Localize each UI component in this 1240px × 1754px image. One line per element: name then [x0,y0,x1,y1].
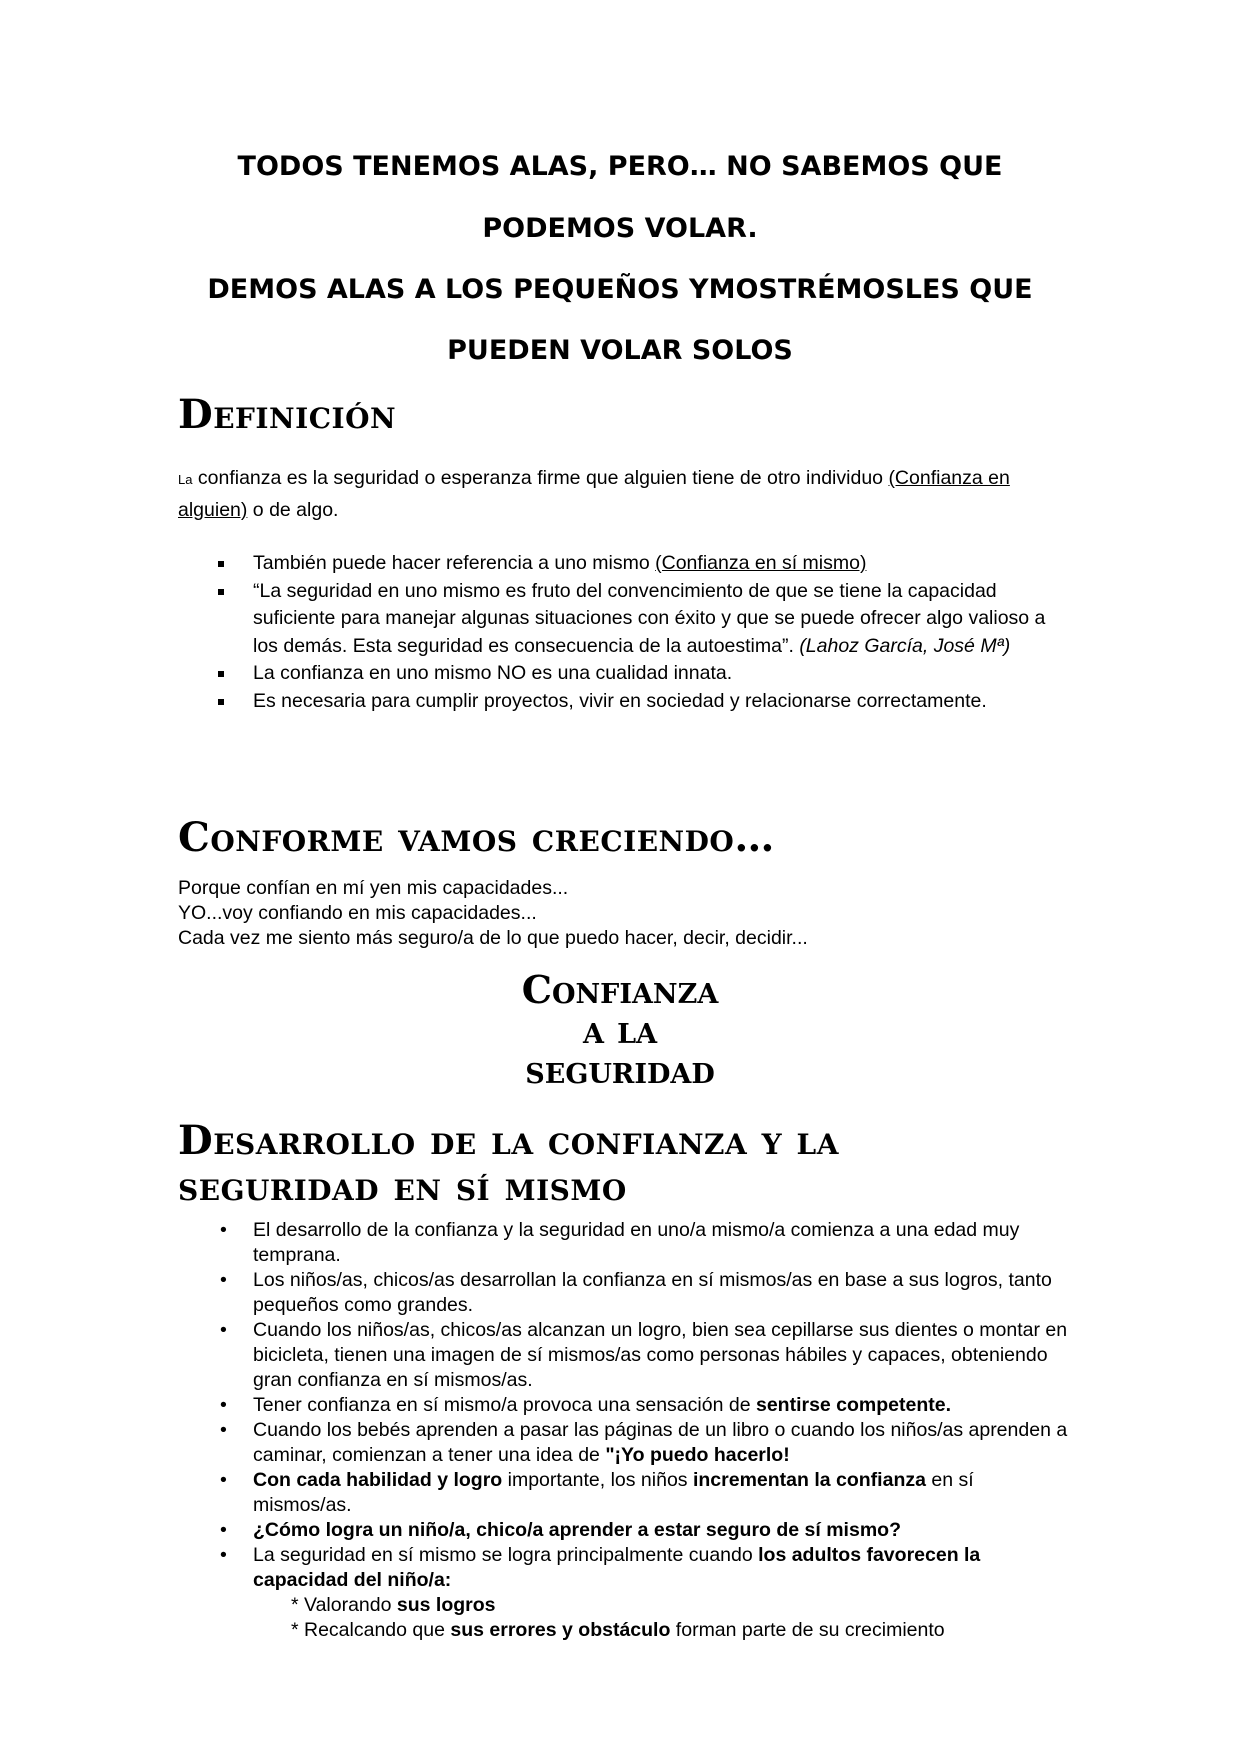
bullet-text: Cuando los bebés aprenden a pasar las páginas de un libro o cuando los niños/as aprenden a caminar, comienzan a tener una idea de [253,1419,1068,1466]
bullet-text: Los niños/as, chicos/as desarrollan la confianza en sí mismos/as en base a sus logros, tanto pequeños como grandes. [253,1269,1052,1316]
bullet-text: Cuando los niños/as, chicos/as alcanzan un logro, bien sea cepillarse sus dientes o montar en bicicleta, tienen una imagen de sí mismos/as como personas hábiles y capaces, obteniendo gran confianza en sí mismos/as. [253,1319,1068,1391]
list-item [215,688,1075,716]
creciendo-line-1: Porque confían en mí yen mis capacidades... [178,877,569,899]
intro-text: confianza es la seguridad o esperanza firme que alguien tiene de otro individuo [192,467,889,489]
creciendo-paragraph [178,876,1078,951]
definition-bullet-list [215,550,1075,715]
confianza-en-alguien-link: (Confianza en alguien) [178,467,1010,521]
bullet-bold-text: sus logros [396,1594,496,1616]
intro-small-text: La [178,472,193,487]
creciendo-line-2: YO...voy confiando en mis capacidades... [178,902,537,924]
definition-paragraph [178,463,1058,526]
citation: (Lahoz García, José Mª) [799,634,1011,657]
list-item [215,1393,1075,1418]
a-la-word: a la [582,1007,658,1052]
creciendo-line-3: Cada vez me siento más seguro/a de lo que puedo hacer, decir, decidir... [178,927,808,949]
bullet-text: También puede hacer referencia a uno mismo [253,552,656,574]
bullet-text: importante, los niños [502,1469,693,1491]
desarrollo-bullet-list [215,1218,1075,1643]
bullet-bold-text: ¿Cómo logra un niño/a, chico/a aprender a estar seguro de sí mismo? [253,1519,901,1541]
list-item [215,1268,1075,1318]
bullet-text: “La seguridad en uno mismo es fruto del convencimiento de que se tiene la capacidad suficiente para manejar algunas situaciones con éxito y que se puede ofrecer algo valioso a los demás. Esta seguridad es consecuencia de la autoestima”. [253,579,1046,657]
desarrollo-heading-line-1: Desarrollo de la confianza y la [178,1117,839,1164]
confianza-block [0,967,1240,1092]
list-item [215,1543,1075,1593]
main-title-line-1: TODOS TENEMOS ALAS, PERO… NO SABEMOS QUE [237,151,1003,182]
bullet-text: forman parte de su crecimiento [670,1619,945,1641]
desarrollo-heading-line-2: seguridad en sí mismo [178,1163,627,1210]
bullet-text: La confianza en uno mismo NO es una cualidad innata. [253,662,733,684]
list-item [215,578,1075,661]
list-item [215,1518,1075,1543]
bullet-text: * Recalcando que [291,1619,451,1641]
list-item [215,1218,1075,1268]
list-item [215,550,1075,578]
bullet-bold-text: sentirse competente. [755,1394,952,1416]
sub-list-item [215,1618,1075,1643]
bullet-bold-text: los adultos favorecen la capacidad del niño/a: [253,1544,981,1591]
confianza-en-si-mismo-link: (Confianza en sí mismo) [655,552,867,574]
bullet-text: El desarrollo de la confianza y la seguridad en uno/a mismo/a comienza a una edad muy temprana. [253,1219,1020,1266]
bullet-text: Es necesaria para cumplir proyectos, vivir en sociedad y relacionarse correctamente. [253,689,987,712]
section-heading-desarrollo [178,1118,839,1210]
bullet-bold-text: Con cada habilidad y logro [253,1469,503,1491]
bullet-bold-text: "¡Yo puedo hacerlo! [605,1444,790,1466]
bullet-text: La seguridad en sí mismo se logra principalmente cuando [253,1544,759,1566]
bullet-text: * Valorando [291,1594,397,1616]
intro-text-end: o de algo. [247,499,339,521]
list-item [215,1418,1075,1468]
sub-list-item [215,1593,1075,1618]
section-heading-creciendo: Conforme vamos creciendo… [178,814,775,861]
main-title-line-2: PODEMOS VOLAR. [482,213,758,244]
bullet-text: Tener confianza en sí mismo/a provoca una sensación de [253,1394,756,1416]
bullet-text: en sí mismos/as. [253,1469,974,1516]
main-title-line-3: DEMOS ALAS A LOS PEQUEÑOS YMOSTRÉMOSLES QUE [207,274,1033,305]
section-heading-definicion: Definición [178,391,397,438]
list-item [215,1318,1075,1393]
list-item [215,660,1075,688]
bullet-bold-text: incrementan la confianza [692,1469,926,1491]
bullet-bold-text: sus errores y obstáculo [450,1619,671,1641]
confianza-word: Confianza [521,967,719,1012]
list-item [215,1468,1075,1518]
main-title-line-4: PUEDEN VOLAR SOLOS [447,335,793,366]
seguridad-word: seguridad [525,1047,715,1092]
